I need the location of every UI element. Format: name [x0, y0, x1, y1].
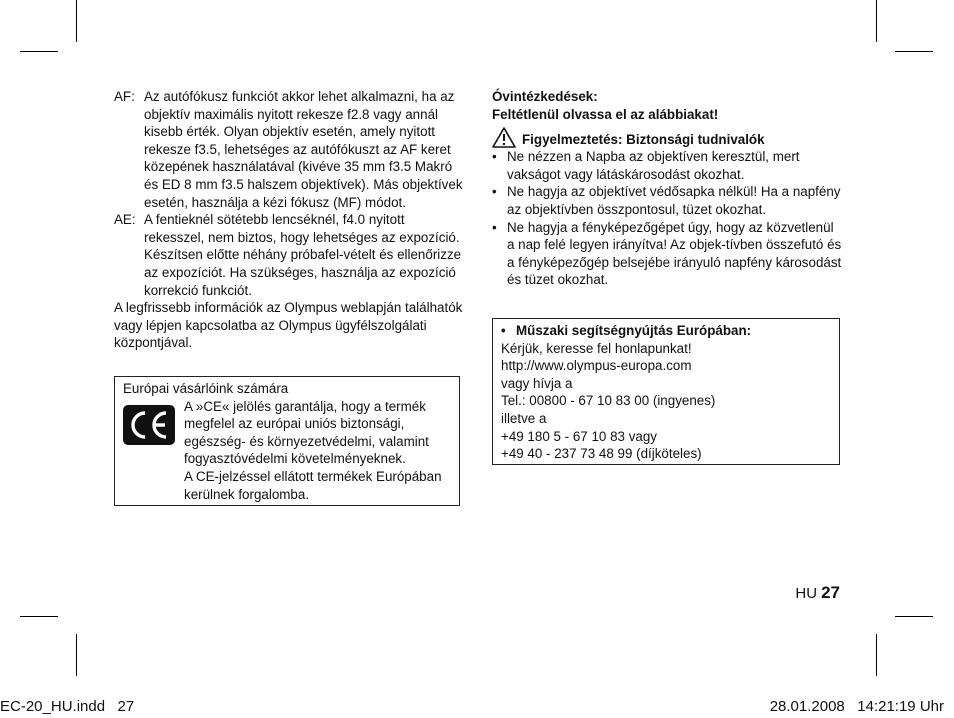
warning-triangle-icon	[492, 127, 516, 148]
ce-notice-box	[114, 376, 460, 506]
support-phone: +49 40 - 237 73 48 99 (díjköteles)	[501, 446, 702, 462]
support-line: illetve a	[501, 410, 547, 426]
support-line: Kérjük, keresse fel honlapunkat!	[501, 340, 692, 356]
left-column	[114, 88, 464, 352]
crop-mark	[876, 0, 877, 42]
latest-info-text: A legfrissebb információk az Olympus weblapján találhatók vagy lépjen kapcsolatba az Olympus ügyfélszolgálati központjával.	[114, 300, 463, 351]
crop-mark	[76, 0, 77, 42]
warning-title: Figyelmeztetés: Biztonsági tudnivalók	[522, 131, 765, 147]
list-item: • Ne nézzen a Napba az objektíven keresztül, mert vakságot vagy látáskárosodást okozhat.	[492, 148, 842, 183]
precaution-list	[492, 148, 842, 289]
ce-text-2: A CE-jelzéssel ellátott termékek Európában kerülnek forgalomba.	[184, 468, 442, 502]
warning-heading	[492, 127, 842, 148]
ae-entry	[114, 211, 464, 299]
support-phone: Tel.: 00800 - 67 10 83 00 (ingyenes)	[501, 393, 716, 409]
page-num: 27	[821, 583, 840, 602]
af-entry	[114, 88, 464, 211]
crop-mark	[876, 634, 877, 676]
af-text: Az autófókusz funkciót akkor lehet alkalmazni, ha az objektív maximális nyitott rekesze f2.8 vagy annál kisebb érték. Olyan objektív esetén, amely nyitott rekesze f3.5, lehetséges az autófókuszt az AF keret közepének használatával (kivéve 35 mm f3.5 Makró és ED 8 mm f3.5 halszem objektívek). Más objektívek esetén, használja a kézi fókusz (MF) módot.	[144, 89, 463, 210]
crop-mark	[76, 634, 77, 676]
crop-mark	[895, 616, 933, 617]
support-line: vagy hívja a	[501, 375, 573, 391]
footer-right-text: 28.01.2008 14:21:19 Uhr	[769, 698, 944, 715]
list-item: • Ne hagyja az objektívet védősapka nélkül! Ha a napfény az objektívben összpontosul, tüzet okozhat.	[492, 183, 842, 218]
support-url[interactable]: http://www.olympus-europa.com	[501, 358, 692, 374]
ce-box-title: Európai vásárlóink számára	[123, 381, 289, 396]
crop-mark	[20, 616, 58, 617]
support-box	[492, 318, 840, 465]
ce-text-1: A »CE« jelölés garantálja, hogy a termék megfelel az európai uniós biztonsági, egészség- és környezetvédelmi, valamint fogyasztóvédelmi követelményeknek.	[184, 398, 429, 467]
list-item: • Ne hagyja a fényképezőgépet úgy, hogy az közvetlenül a nap felé legyen irányítva! Az objek-tívben összefutó és a fényképezőgép belsejébe irányuló napfény károsodást és tüzet okozhat.	[492, 219, 842, 289]
af-key: AF:	[114, 89, 135, 104]
ae-text: A fentieknél sötétebb lencséknél, f4.0 nyitott rekesszel, nem biztos, hogy lehetséges az expozíció. Készítsen előtte néhány próbafel-vételt és ellenőrizze az expozíciót. Ha szükséges, használja az expozíció korrekció funkciót.	[144, 212, 462, 298]
crop-mark	[895, 51, 933, 52]
precautions-title: Óvintézkedések:	[492, 89, 598, 104]
ce-mark-icon	[128, 410, 170, 440]
right-column	[492, 88, 842, 289]
page-number	[795, 584, 840, 603]
footer-timestamp	[770, 698, 944, 716]
crop-mark	[20, 51, 58, 52]
support-phone: +49 180 5 - 67 10 83 vagy	[501, 428, 657, 444]
ae-key: AE:	[114, 212, 136, 228]
ce-logo	[123, 405, 175, 445]
footer-left-text: EC-20_HU.indd 27	[0, 698, 135, 715]
support-title: • Műszaki segítségnyújtás Európában:	[501, 322, 831, 340]
footer-filename	[0, 698, 134, 716]
precautions-subtitle: Feltétlenül olvassa el az alábbiakat!	[492, 106, 719, 122]
page-lang: HU	[795, 585, 818, 602]
